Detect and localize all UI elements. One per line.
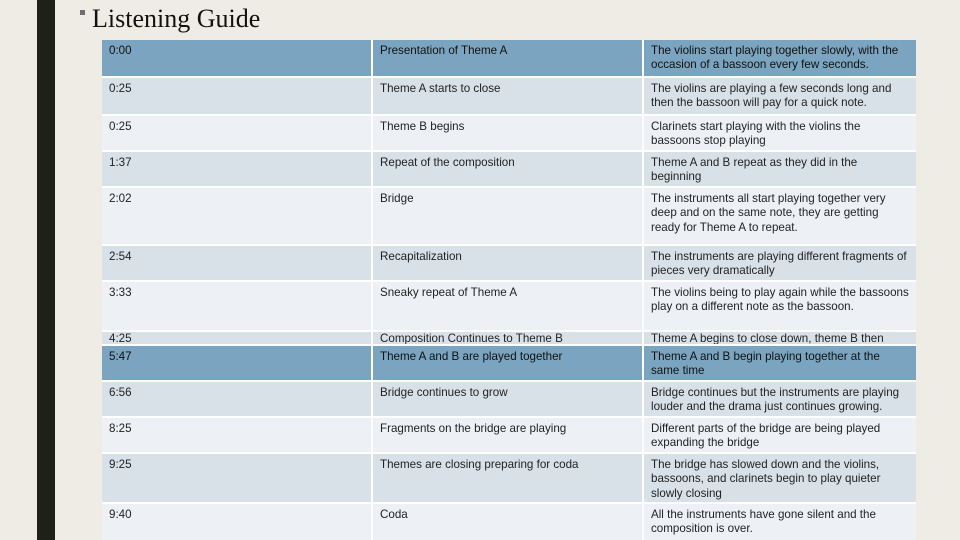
section-cell: Composition Continues to Theme B <box>373 332 644 344</box>
description-cell: Theme A begins to close down, theme B then <box>644 332 916 344</box>
table-row <box>102 382 916 418</box>
table-row-partially-hidden <box>102 332 916 346</box>
description-cell: The instruments all start playing together very deep and on the same note, they are getting ready for Theme A to repeat. <box>644 188 916 244</box>
time-cell: 0:25 <box>102 78 373 114</box>
time-cell: 4:25 <box>102 332 373 344</box>
table-row <box>102 116 916 152</box>
section-cell: Theme A and B are played together <box>373 346 644 380</box>
time-cell: 6:56 <box>102 382 373 416</box>
time-cell: 1:37 <box>102 152 373 186</box>
section-cell: Recapitalization <box>373 246 644 280</box>
description-cell: The violins start playing together slowly, with the occasion of a bassoon every few seconds. <box>644 40 916 76</box>
section-cell: Theme B begins <box>373 116 644 150</box>
description-cell: Different parts of the bridge are being played expanding the bridge <box>644 418 916 452</box>
time-cell: 9:25 <box>102 454 373 502</box>
section-cell: Sneaky repeat of Theme A <box>373 282 644 330</box>
description-cell: Theme A and B begin playing together at the same time <box>644 346 916 380</box>
section-cell: Bridge <box>373 188 644 244</box>
section-cell: Presentation of Theme A <box>373 40 644 76</box>
table-row <box>102 454 916 504</box>
table-row <box>102 188 916 246</box>
time-cell: 3:33 <box>102 282 373 330</box>
left-accent-bar <box>37 0 55 540</box>
table-row <box>102 346 916 382</box>
listening-guide-table <box>102 40 916 540</box>
section-cell: Bridge continues to grow <box>373 382 644 416</box>
description-cell: The violins being to play again while the bassoons play on a different note as the bassoon. <box>644 282 916 330</box>
time-cell: 2:54 <box>102 246 373 280</box>
description-cell: Theme A and B repeat as they did in the beginning <box>644 152 916 186</box>
table-row <box>102 152 916 188</box>
table-row <box>102 418 916 454</box>
description-cell: All the instruments have gone silent and the composition is over. <box>644 504 916 540</box>
section-cell: Coda <box>373 504 644 540</box>
description-cell: The instruments are playing different fragments of pieces very dramatically <box>644 246 916 280</box>
table-row <box>102 504 916 540</box>
title-bullet <box>80 10 85 15</box>
description-cell: Bridge continues but the instruments are playing louder and the drama just continues growing. <box>644 382 916 416</box>
table-row <box>102 40 916 78</box>
time-cell: 2:02 <box>102 188 373 244</box>
time-cell: 9:40 <box>102 504 373 540</box>
time-cell: 0:25 <box>102 116 373 150</box>
description-cell: The violins are playing a few seconds long and then the bassoon will pay for a quick note. <box>644 78 916 114</box>
section-cell: Themes are closing preparing for coda <box>373 454 644 502</box>
section-cell: Repeat of the composition <box>373 152 644 186</box>
description-cell: The bridge has slowed down and the violins, bassoons, and clarinets begin to play quieter slowly closing <box>644 454 916 502</box>
section-cell: Theme A starts to close <box>373 78 644 114</box>
table-row <box>102 78 916 116</box>
time-cell: 5:47 <box>102 346 373 380</box>
table-row <box>102 246 916 282</box>
section-cell: Fragments on the bridge are playing <box>373 418 644 452</box>
slide-title: Listening Guide <box>92 4 261 33</box>
description-cell: Clarinets start playing with the violins the bassoons stop playing <box>644 116 916 150</box>
table-row <box>102 282 916 332</box>
time-cell: 0:00 <box>102 40 373 76</box>
time-cell: 8:25 <box>102 418 373 452</box>
